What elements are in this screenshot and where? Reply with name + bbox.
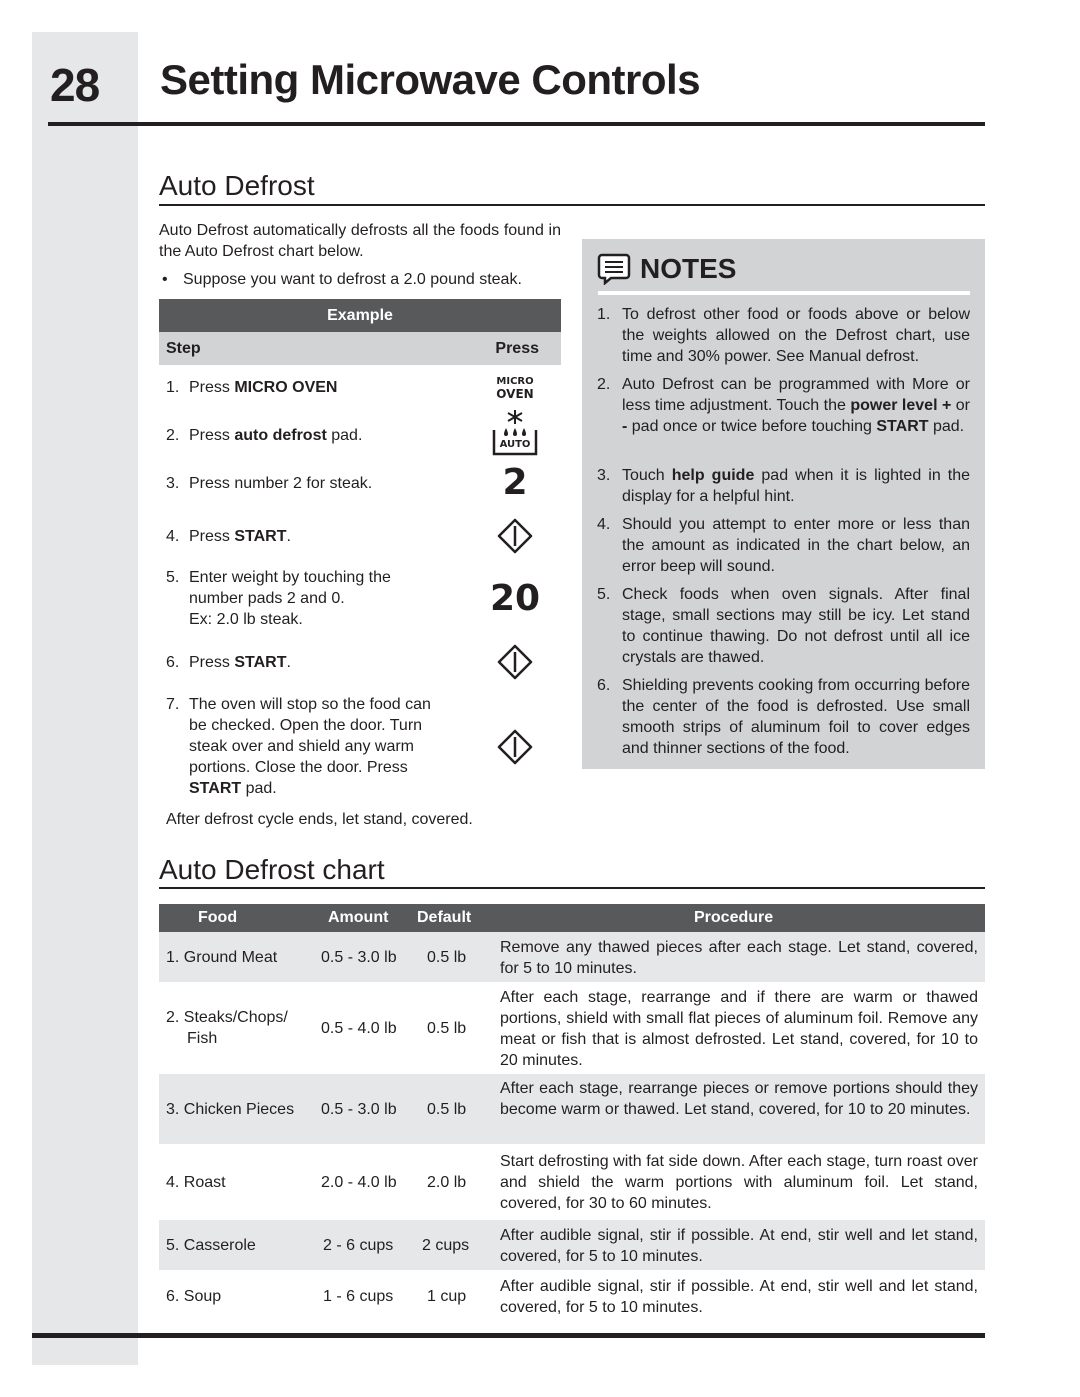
- table-row: [159, 932, 985, 982]
- note-text-part: Touch: [622, 467, 672, 484]
- example-step: [166, 567, 391, 630]
- step-text: number pads 2 and 0.: [189, 590, 345, 607]
- col-press: Press: [495, 340, 539, 357]
- note-item: [597, 675, 970, 759]
- step-bold: START: [234, 528, 287, 545]
- step-number: 4.: [166, 528, 180, 545]
- example-header: Example: [159, 299, 561, 332]
- step-text: portions. Close the door. Press: [189, 759, 408, 776]
- cell-food: 1. Ground Meat: [166, 949, 278, 966]
- table-row: [159, 982, 985, 1074]
- step-text: pad.: [326, 427, 363, 444]
- section-heading-auto-defrost: Auto Defrost: [159, 170, 315, 201]
- example-step: [166, 473, 372, 494]
- start-pad-icon[interactable]: [497, 518, 533, 559]
- cell-default: 0.5 lb: [427, 949, 467, 966]
- note-number: 6.: [597, 677, 611, 694]
- cell-procedure: After each stage, rearrange and if there are warm or thawed portions, shield with small flat pieces of aluminum foil. Remove any meat or fish that is almost defrosted. Let stand, covered, for 10 to 20 minutes.: [500, 989, 978, 1069]
- note-text: [597, 465, 970, 507]
- note-bold: START: [876, 418, 929, 435]
- step-text: Press number 2 for steak.: [189, 475, 373, 492]
- step-number: 5.: [166, 569, 180, 586]
- step-text: Press: [189, 654, 235, 671]
- step-text: Press: [189, 528, 235, 545]
- bullet-item: [162, 269, 522, 290]
- note-text: Shielding prevents cooking from occurring before the center of the food is defrosted. Use small smooth strips of aluminum foil to cover edges and thinner sections of the food.: [622, 677, 970, 757]
- note-bold: power level +: [850, 397, 952, 414]
- step-text: Ex: 2.0 lb steak.: [189, 611, 303, 628]
- cell-procedure: After audible signal, stir if possible. At end, stir well and let stand, covered, for 5 to 10 minutes.: [500, 1278, 978, 1316]
- after-note: After defrost cycle ends, let stand, covered.: [166, 811, 473, 828]
- cell-food-line: Fish: [187, 1030, 218, 1047]
- example-step: [166, 652, 291, 673]
- number-20-pad[interactable]: 20: [489, 578, 541, 619]
- auto-defrost-pad[interactable]: [491, 408, 539, 458]
- cell-amount: 0.5 - 4.0 lb: [321, 1020, 397, 1037]
- cell-food: [166, 1007, 288, 1049]
- step-text: be checked. Open the door. Turn: [189, 717, 423, 734]
- bullet-dot: •: [162, 271, 168, 288]
- start-pad-icon[interactable]: [497, 644, 533, 685]
- section-heading-chart: Auto Defrost chart: [159, 854, 385, 885]
- number-2-pad[interactable]: 2: [502, 462, 528, 503]
- col-amount: Amount: [328, 909, 389, 926]
- step-text: Press: [189, 427, 235, 444]
- table-row: [159, 1220, 985, 1270]
- cell-procedure: Start defrosting with fat side down. After each stage, turn roast over and shield the warm portions with aluminum foil. Let stand, covered, for 30 to 60 minutes.: [500, 1153, 978, 1212]
- step-bold: START: [234, 654, 287, 671]
- step-text: Enter weight by touching the: [189, 569, 391, 586]
- cell-food: 6. Soup: [166, 1288, 222, 1305]
- col-procedure: Procedure: [694, 909, 774, 926]
- page-number: 28: [50, 59, 100, 111]
- cell-food: 5. Casserole: [166, 1237, 256, 1254]
- step-bold: MICRO OVEN: [234, 379, 338, 396]
- note-bold: -: [622, 418, 628, 435]
- bullet-text: Suppose you want to defrost a 2.0 pound steak.: [183, 271, 522, 288]
- micro-label: MICRO: [496, 376, 534, 387]
- step-number: 7.: [166, 696, 180, 713]
- auto-label: AUTO: [499, 439, 531, 450]
- notes-title: NOTES: [640, 253, 737, 284]
- note-item: [597, 374, 970, 437]
- example-subheader: [159, 332, 561, 365]
- example-step: [166, 425, 362, 446]
- notes-rule: [598, 291, 970, 295]
- cell-procedure: After audible signal, stir if possible. At end, stir well and let stand, covered, for 5 to 10 minutes.: [500, 1227, 978, 1265]
- intro-text: Auto Defrost automatically defrosts all the foods found in the Auto Defrost chart below.: [159, 222, 561, 260]
- note-item: [597, 304, 970, 367]
- note-text-part: pad when it is lighted in the display for a helpful hint.: [622, 467, 971, 505]
- step-number: 3.: [166, 475, 180, 492]
- cell-amount: 0.5 - 3.0 lb: [321, 1101, 397, 1118]
- table-row: [159, 1270, 985, 1322]
- cell-procedure: After each stage, rearrange pieces or remove portions should they become warm or thawed. Let stand, covered, for 10 to 20 minutes.: [500, 1080, 978, 1118]
- example-step: [166, 526, 291, 547]
- note-text: [597, 374, 970, 437]
- note-item: [597, 465, 970, 507]
- note-text-part: pad.: [928, 418, 965, 435]
- step-number: 1.: [166, 379, 180, 396]
- note-text-part: or: [951, 397, 970, 414]
- cell-amount: 2 - 6 cups: [323, 1237, 394, 1254]
- oven-label: OVEN: [496, 387, 534, 401]
- cell-amount: 0.5 - 3.0 lb: [321, 949, 397, 966]
- side-strip: [32, 32, 138, 1365]
- step-text: Press: [189, 379, 235, 396]
- notes-icon: [597, 253, 631, 290]
- col-step: Step: [166, 340, 201, 357]
- note-text: To defrost other food or foods above or below the weights allowed on the Defrost chart, use time and 30% power. See Manual defrost.: [622, 306, 970, 365]
- section-rule: [159, 204, 985, 206]
- notes-box: [582, 239, 985, 769]
- step-text: pad.: [241, 780, 277, 797]
- table-row: [159, 1144, 985, 1220]
- step-number: 2.: [166, 427, 180, 444]
- cell-food: 3. Chicken Pieces: [166, 1101, 295, 1118]
- step-number: 6.: [166, 654, 180, 671]
- cell-food-line: 2. Steaks/Chops/: [166, 1009, 288, 1026]
- cell-default: 1 cup: [427, 1288, 467, 1305]
- note-text-part: Auto Defrost can be programmed with More or less time adjustment. Touch the: [622, 376, 970, 414]
- note-text: Should you attempt to enter more or less than the amount as indicated in the chart below, an error beep will sound.: [622, 516, 970, 575]
- step-text: .: [286, 528, 291, 545]
- note-number: 1.: [597, 306, 611, 323]
- step-bold: auto defrost: [234, 427, 327, 444]
- cell-amount: 1 - 6 cups: [323, 1288, 394, 1305]
- col-default: Default: [417, 909, 472, 926]
- note-number: 2.: [597, 376, 611, 393]
- title-rule: [48, 122, 985, 126]
- note-bold: help guide: [671, 467, 755, 484]
- note-item: [597, 584, 970, 668]
- example-step: [166, 694, 431, 799]
- cell-default: 2 cups: [422, 1237, 470, 1254]
- cell-food: 4. Roast: [166, 1174, 226, 1191]
- step-text: steak over and shield any warm: [189, 738, 414, 755]
- note-number: 3.: [597, 467, 611, 484]
- bottom-rule: [32, 1333, 985, 1338]
- step-bold: START: [189, 780, 242, 797]
- table-row: [159, 1074, 985, 1144]
- note-number: 4.: [597, 516, 611, 533]
- step-text: .: [286, 654, 291, 671]
- snowflake-icon: [491, 408, 539, 458]
- note-number: 5.: [597, 586, 611, 603]
- start-pad-icon[interactable]: [497, 729, 533, 770]
- cell-amount: 2.0 - 4.0 lb: [321, 1174, 397, 1191]
- cell-default: 2.0 lb: [427, 1174, 467, 1191]
- section-rule: [159, 887, 985, 889]
- micro-oven-pad[interactable]: [480, 376, 550, 400]
- note-item: [597, 514, 970, 577]
- example-step: [166, 377, 337, 398]
- cell-procedure: Remove any thawed pieces after each stage. Let stand, covered, for 5 to 10 minutes.: [500, 939, 978, 977]
- cell-default: 0.5 lb: [427, 1020, 467, 1037]
- chart-header-row: [159, 904, 985, 932]
- page-title: Setting Microwave Controls: [160, 56, 701, 103]
- step-text: The oven will stop so the food can: [189, 696, 431, 713]
- col-food: Food: [198, 909, 238, 926]
- note-text: Check foods when oven signals. After final stage, small sections may still be icy. Let stand to continue thawing. Do not defrost until all ice crystals are thawed.: [622, 586, 970, 666]
- cell-default: 0.5 lb: [427, 1101, 467, 1118]
- note-text-part: pad once or twice before touching: [627, 418, 877, 435]
